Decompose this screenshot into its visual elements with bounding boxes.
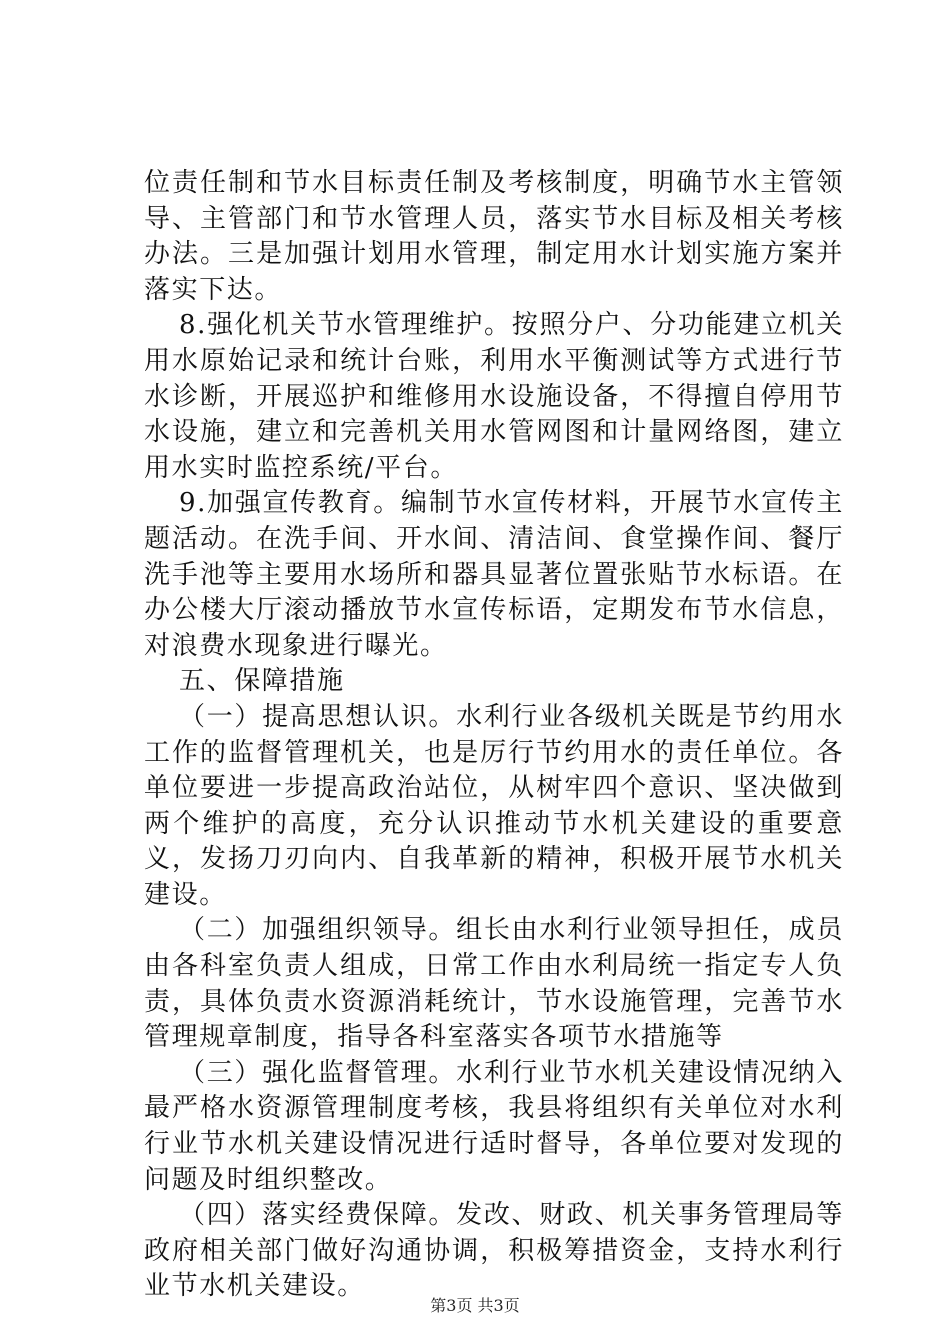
page-number: 第3页 共3页	[430, 1296, 520, 1315]
paragraph-subitem-1: （一）提高思想认识。水利行业各级机关既是节约用水工作的监督管理机关，也是厉行节约用水的责任单位。各单位要进一步提高政治站位，从树牢四个意识、坚决做到两个维护的高度，充分认识推动节水机关建设的重要意义，发扬刀刃向内、自我革新的精神，积极开展节水机关建设。	[144, 701, 844, 910]
paragraph-item-9: 9.加强宣传教育。编制节水宣传材料，开展节水宣传主题活动。在洗手间、开水间、清洁间、食堂操作间、餐厅洗手池等主要用水场所和器具显著位置张贴节水标语。在办公楼大厅滚动播放节水宣传标语，定期发布节水信息，对浪费水现象进行曝光。	[144, 488, 844, 661]
section-heading: 五、保障措施	[179, 666, 345, 697]
page-footer	[0, 1296, 950, 1316]
document-body	[144, 166, 844, 1305]
paragraph-item-8: 8.强化机关节水管理维护。按照分户、分功能建立机关用水原始记录和统计台账，利用水平衡测试等方式进行节水诊断，开展巡护和维修用水设施设备，不得擅自停用节水设施，建立和完善机关用水管网图和计量网络图，建立用水实时监控系统/平台。	[144, 310, 844, 483]
paragraph-subitem-2: （二）加强组织领导。组长由水利行业领导担任，成员由各科室负责人组成，日常工作由水利局统一指定专人负责，具体负责水资源消耗统计，节水设施管理，完善节水管理规章制度，指导各科室落实各项节水措施等	[144, 915, 844, 1053]
paragraph-continuation: 位责任制和节水目标责任制及考核制度，明确节水主管领导、主管部门和节水管理人员，落实节水目标及相关考核办法。三是加强计划用水管理，制定用水计划实施方案并落实下达。	[144, 168, 844, 305]
paragraph-subitem-3: （三）强化监督管理。水利行业节水机关建设情况纳入最严格水资源管理制度考核，我县将组织有关单位对水利行业节水机关建设情况进行适时督导，各单位要对发现的问题及时组织整改。	[144, 1057, 844, 1195]
paragraph-subitem-4: （四）落实经费保障。发改、财政、机关事务管理局等政府相关部门做好沟通协调，积极筹措资金，支持水利行业节水机关建设。	[144, 1200, 844, 1302]
